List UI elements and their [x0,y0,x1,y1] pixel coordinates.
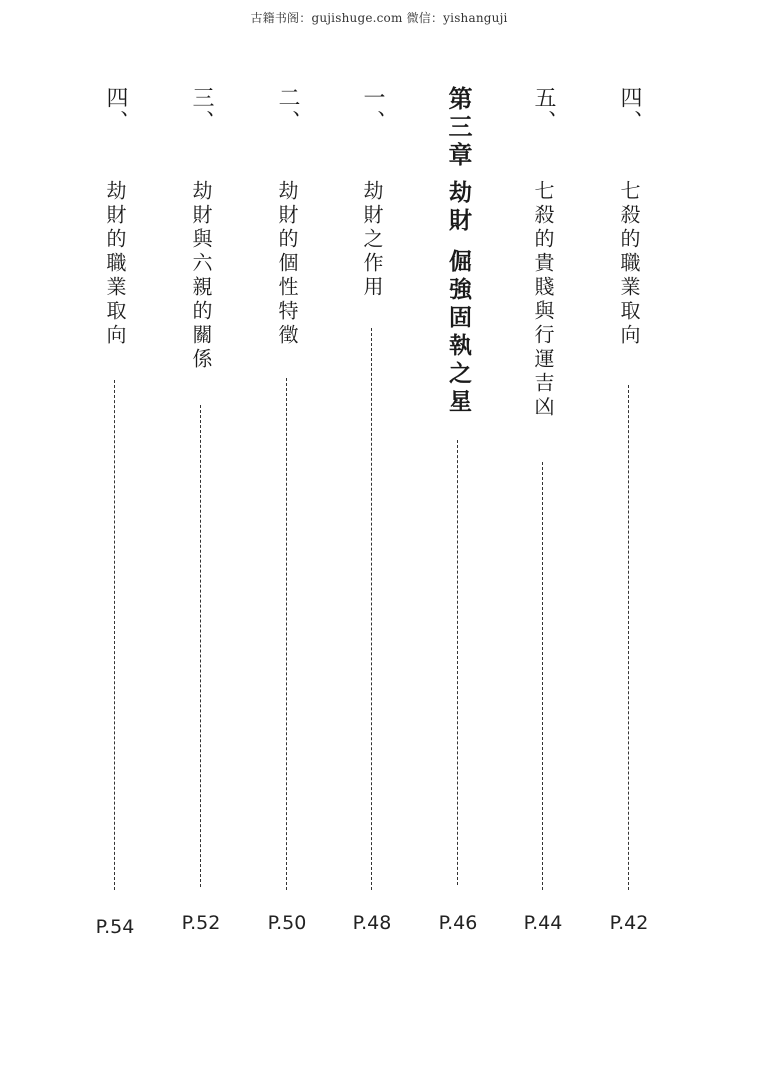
chapter-title: 劫財 倔強固執之星 [445,180,472,418]
entry-title: 劫財與六親的關係 [189,180,213,372]
leader-dots [200,405,201,887]
entry-page-number: P.46 [438,912,478,934]
toc-entry-robwealth-function [352,0,392,1074]
entry-numeral: 五、 [531,86,556,134]
entry-page-number: P.52 [181,912,221,934]
entry-page-number: P.54 [95,916,135,938]
entry-numeral: 四、 [617,86,642,134]
entry-title: 劫財之作用 [360,180,384,300]
watermark-text: 古籍书阁：gujishuge.com 微信：yishanguji [250,11,508,25]
entry-page-number: P.50 [267,912,307,934]
entry-title: 劫財的個性特徵 [275,180,299,348]
toc-entry-seven-kill-career [609,0,649,1074]
leader-dots [114,380,115,890]
entry-title: 劫財的職業取向 [103,180,127,348]
chapter-numeral: 第三章 [444,86,473,170]
entry-numeral: 二、 [275,86,300,134]
toc-entry-seven-kill-fortune [523,0,563,1074]
entry-page-number: P.44 [523,912,563,934]
entry-page-number: P.48 [352,912,392,934]
leader-dots [542,462,543,890]
toc-entry-robwealth-relatives [181,0,221,1074]
toc-entry-chapter-three [438,0,478,1074]
entry-page-number: P.42 [609,912,649,934]
leader-dots [628,385,629,890]
leader-dots [286,378,287,890]
entry-numeral: 三、 [189,86,214,134]
leader-dots [457,440,458,885]
entry-numeral: 一、 [360,86,385,134]
entry-title: 七殺的職業取向 [617,180,641,348]
entry-numeral: 四、 [103,86,128,134]
entry-title: 七殺的貴賤與行運吉凶 [531,180,555,420]
toc-entry-robwealth-career [95,0,135,1074]
leader-dots [371,328,372,890]
toc-entry-robwealth-personality [267,0,307,1074]
